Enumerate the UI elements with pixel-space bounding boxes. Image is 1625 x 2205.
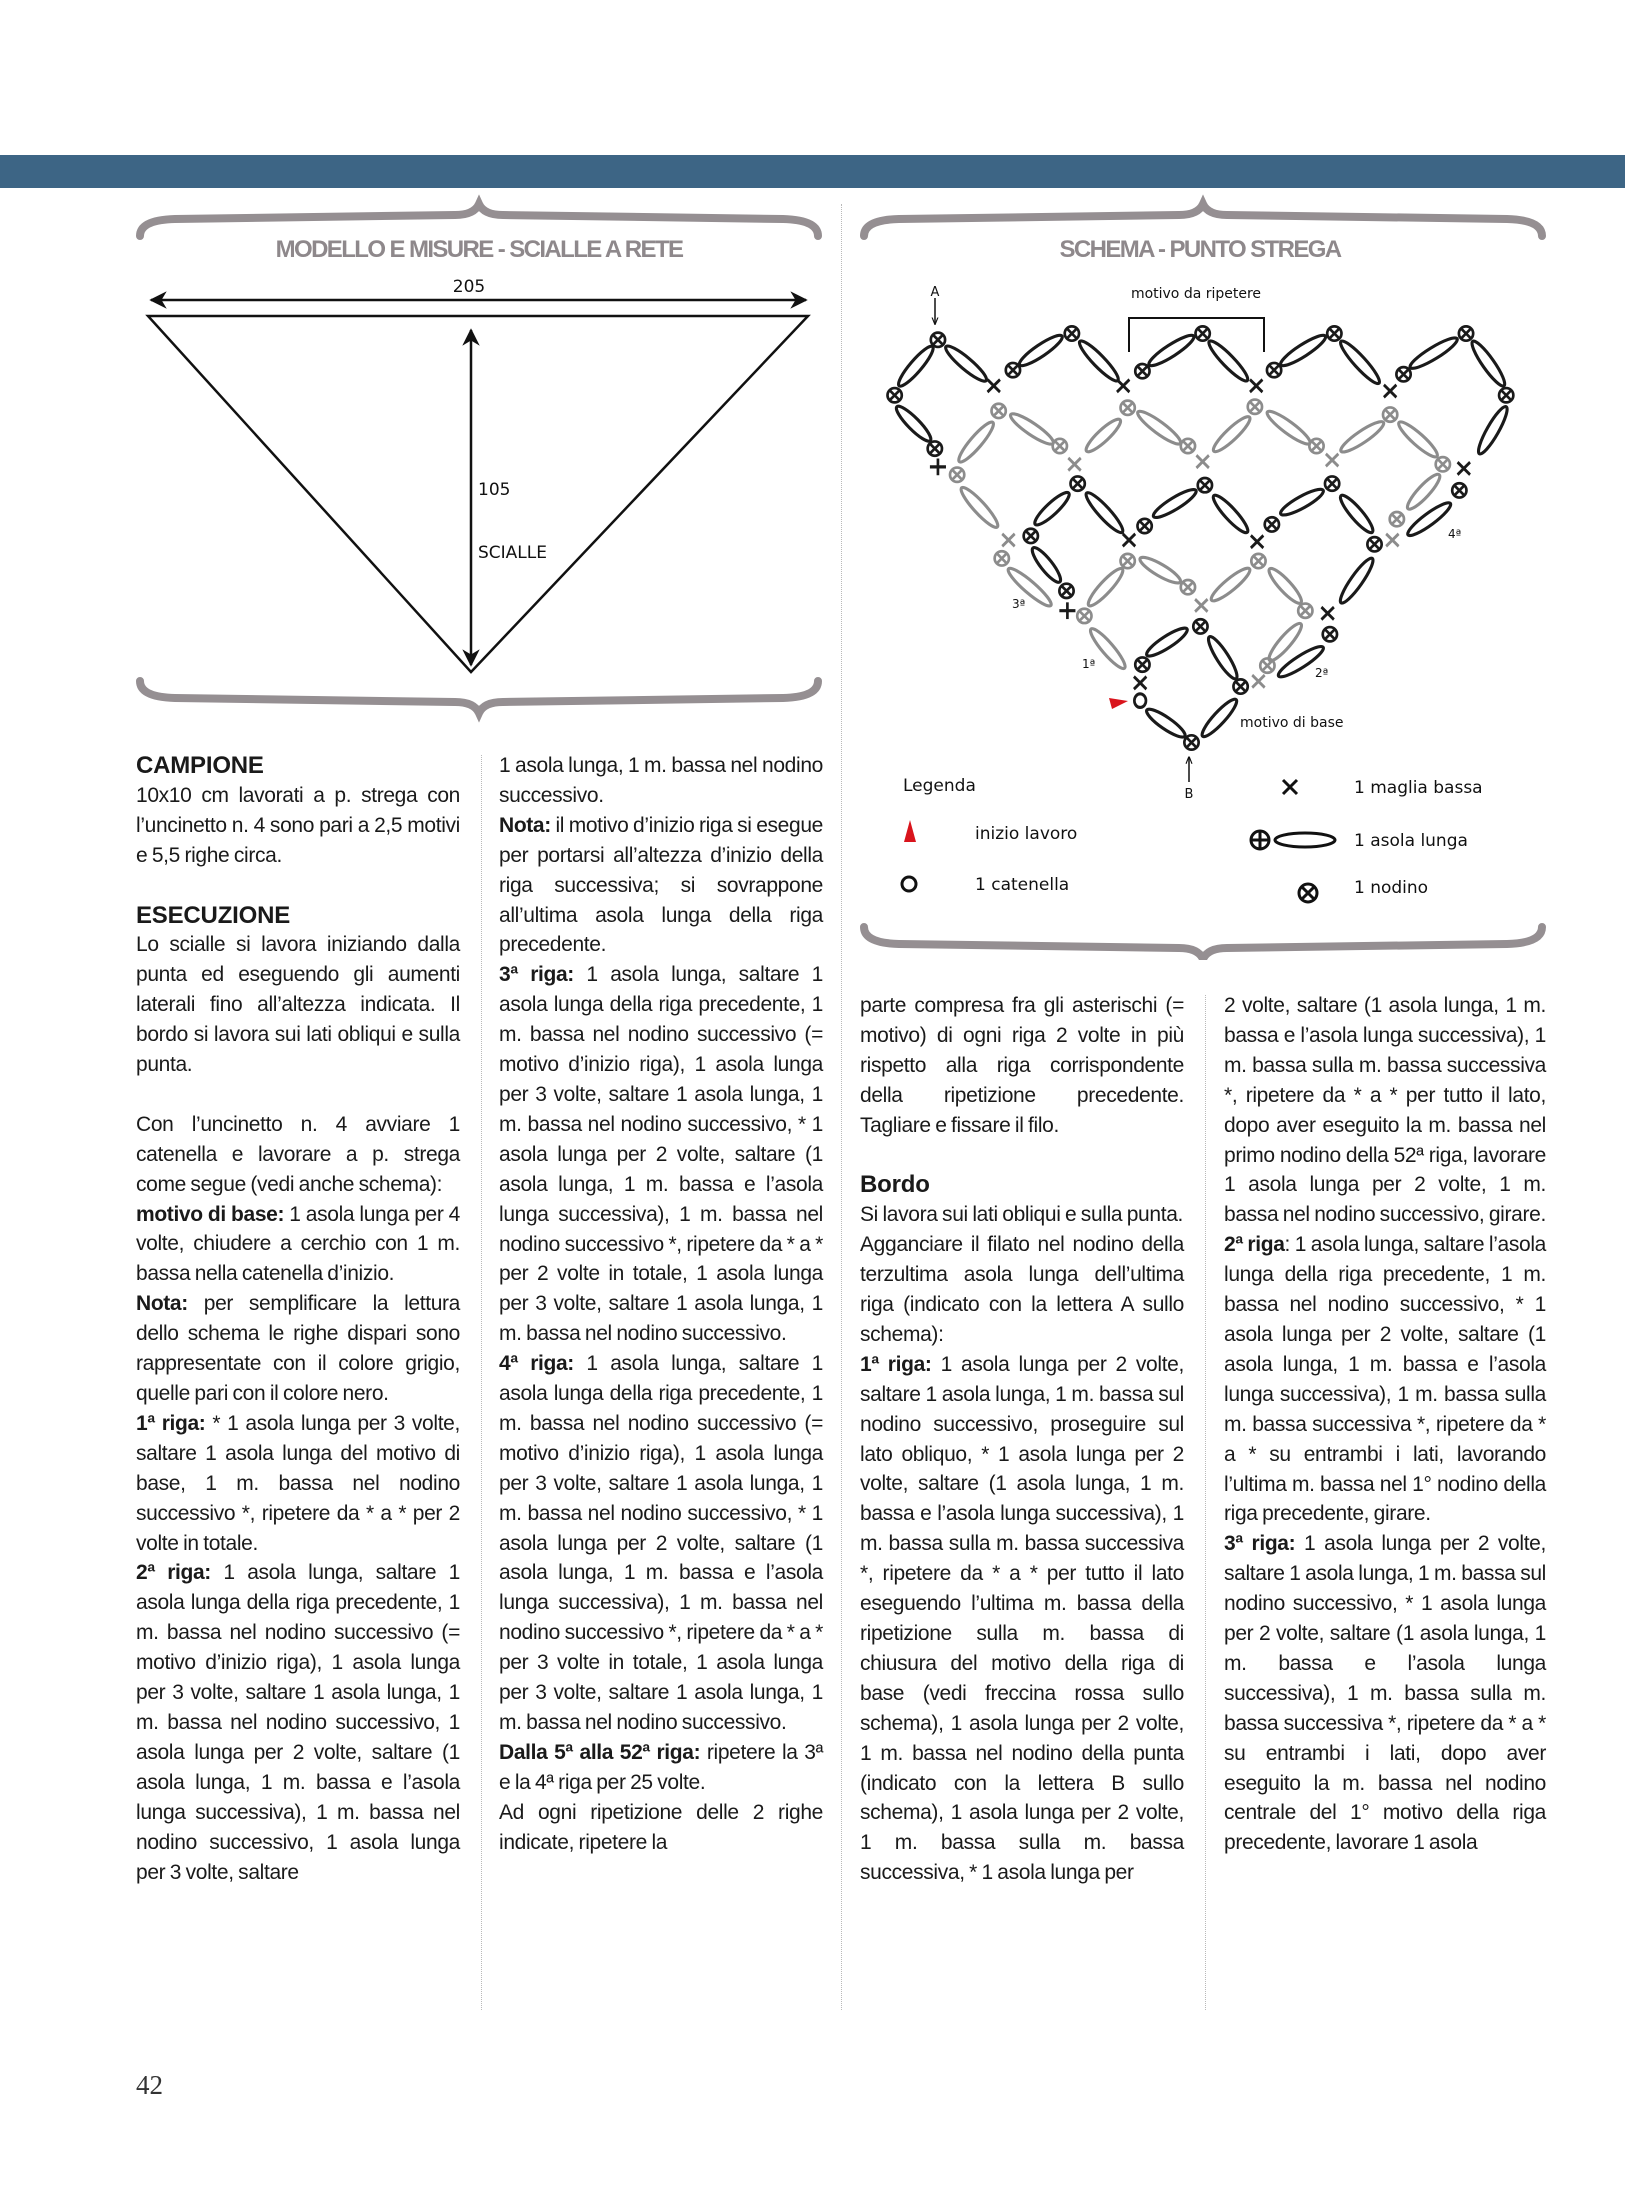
long-loop-icon <box>1146 331 1197 370</box>
single-crochet-icon <box>1195 599 1207 612</box>
top-brace-right <box>864 204 1542 236</box>
long-loop-icon <box>1198 696 1240 740</box>
long-loop-icon <box>1407 334 1460 373</box>
long-loop-icon <box>1028 544 1064 585</box>
row3-paragraph <box>499 960 823 1349</box>
esecuzione-text: Lo scialle si lavora iniziando dalla punta ed eseguendo gli aumenti laterali fino all’altezza indicata. Il bordo si lavora sui lati obliqui e sulla punta. <box>136 933 460 1077</box>
legend-knot-icon <box>1299 884 1317 902</box>
bordo-text-1: Si lavora sui lati obliqui e sulla punta. <box>860 1203 1184 1227</box>
border-row2-lead: 2ª riga <box>1224 1233 1285 1257</box>
crochet-chart <box>887 326 1513 749</box>
long-loop-icon <box>1264 407 1313 448</box>
knot-icon <box>1065 326 1079 340</box>
start-marker-icon <box>1109 698 1128 709</box>
knot-icon <box>887 388 901 402</box>
bordo-text-2: Agganciare il filato nel nodino della terzultima asola lunga dell’ultima riga (indicato con la lettera A sullo schema): <box>860 1233 1184 1346</box>
long-loop-icon <box>1210 492 1252 536</box>
repetition-text: Ad ogni ripetizione delle 2 righe indicate, ripetere la <box>499 1800 823 1854</box>
long-loop-icon <box>1265 565 1305 607</box>
label-b: B <box>1184 787 1194 802</box>
knot-icon <box>1327 326 1341 340</box>
single-crochet-icon <box>1384 385 1396 398</box>
row1-lead: 1ª riga: <box>136 1411 206 1435</box>
knot-icon <box>1309 439 1323 453</box>
nota-paragraph <box>136 1289 460 1409</box>
heading-esecuzione: ESECUZIONE <box>136 901 291 929</box>
nota2-paragraph <box>499 811 823 961</box>
row-label-4: 4ª <box>1448 527 1462 541</box>
nota-text: per semplificare la lettura dello schema le righe dispari sono rappresentate con il colore grigio, quelle pari con il colore nero. <box>136 1292 460 1405</box>
legend-start: inizio lavoro <box>975 824 1078 844</box>
width-label: 205 <box>452 277 486 297</box>
page-number: 42 <box>136 2070 163 2100</box>
knot-icon <box>1071 476 1085 490</box>
long-loop-icon <box>1337 337 1384 387</box>
nota2-lead: Nota: <box>499 813 551 837</box>
knot-icon <box>1181 439 1195 453</box>
row2-paragraph <box>136 1558 460 1887</box>
border-row1-continuation: 2 volte, saltare (1 asola lunga, 1 m. bassa e l’asola lunga successiva), 1 m. bassa sulla m. bassa successiva *, ripetere da * a * per tutto il lato, dopo aver eseguito la m. bassa nel primo nodino della 52ª riga, lavorare 1 asola lunga per 2 volte, 1 m. bassa nel nodino successivo, girare. <box>1224 994 1546 1227</box>
row-label-2: 2ª <box>1315 666 1329 680</box>
row-label-1: 1ª <box>1082 657 1096 671</box>
long-loop-icon <box>1016 331 1065 369</box>
column-divider <box>1205 995 1206 2010</box>
knot-icon <box>1452 483 1466 497</box>
knot-icon <box>950 468 964 482</box>
knot-icon <box>1193 619 1207 633</box>
long-loop-icon <box>1278 485 1326 519</box>
bottom-brace-right <box>864 927 1542 959</box>
long-loop-icon <box>1007 410 1056 448</box>
text-column-4 <box>1224 991 1546 1858</box>
legend-title: Legenda <box>903 776 976 796</box>
single-crochet-icon <box>1386 534 1398 547</box>
knot-icon <box>1248 400 1262 414</box>
single-crochet-icon <box>1117 380 1129 393</box>
text-column-3 <box>860 991 1184 1888</box>
knot-icon <box>1298 604 1312 618</box>
base-paragraph <box>136 1200 460 1290</box>
knot-icon <box>1499 388 1513 402</box>
nota2-text: il motivo d’inizio riga si esegue per portarsi all’altezza d’inizio della riga successiva; si sovrappone all’ultima asola lunga della riga precedente. <box>499 813 823 957</box>
legend-start-icon <box>904 820 916 842</box>
long-loop-icon <box>1134 407 1183 448</box>
single-crochet-icon <box>1321 607 1333 620</box>
legend-chain-icon <box>902 877 916 891</box>
repetition-continuation: parte compresa fra gli asterischi (= motivo) di ogni riga 2 volte in più rispetto alla riga corrispondente della ripetizione precedente. Tagliare e fissare il filo. <box>860 994 1184 1137</box>
plus-marker-icon <box>1059 602 1075 619</box>
knot-icon <box>1198 478 1212 492</box>
row2-continuation: 1 asola lunga, 1 m. bassa nel nodino successivo. <box>499 754 823 807</box>
base-label: motivo di base <box>1240 715 1344 731</box>
single-crochet-icon <box>1002 534 1014 547</box>
single-crochet-icon <box>1251 535 1263 548</box>
long-loop-icon <box>1468 338 1509 389</box>
long-loop-icon <box>1337 492 1377 536</box>
repeat-label: motivo da ripetere <box>1130 286 1262 302</box>
long-loop-icon <box>1076 337 1122 384</box>
border-row3-paragraph <box>1224 1529 1546 1858</box>
rows5-52-text: ripetere la 3ª e la 4ª riga per 25 volte. <box>499 1740 823 1794</box>
legend-sc-icon <box>1283 780 1297 794</box>
long-loop-icon <box>1338 418 1387 456</box>
base-text: 1 asola lunga per 4 volte, chiudere a cerchio con 1 m. bassa nella catenella d’inizio. <box>136 1202 461 1286</box>
legend-long-loop-icon <box>1251 831 1335 849</box>
knot-icon <box>1135 657 1149 671</box>
knot-icon <box>1367 537 1381 551</box>
knot-icon <box>1181 580 1195 594</box>
row4-text: 1 asola lunga, saltare 1 asola lunga della riga precedente, 1 m. bassa nel nodino successivo (= motivo d’inizio riga), 1 asola lunga per 3 volte, saltare 1 asola lunga, 1 m. bassa nel nodino successivo, * 1 asola lunga per 2 volte, saltare (1 asola lunga, 1 m. bassa e l’asola lunga successiva), 1 m. bassa nel nodino successivo *, ripetere da * a * per 3 volte in totale, 1 asola lunga per 3 volte, saltare 1 asola lunga, 1 m. bassa nel nodino successivo. <box>499 1352 824 1734</box>
knot-icon <box>1396 367 1410 381</box>
legend-knot: 1 nodino <box>1354 878 1429 898</box>
heading-campione: CAMPIONE <box>136 752 264 779</box>
border-row2-text: : 1 asola lunga, saltare l’asola lunga della riga precedente, 1 m. bassa nel nodino successivo, * 1 asola lunga per 2 volte, saltare (1 asola lunga, 1 m. bassa e l’asola lunga successiva), 1 m. bassa sulla m. bassa successiva *, ripetere da * a * su entrambi i lati, lavorando l’ultima m. bassa nel 1° nodino della riga precedente, girare. <box>1224 1233 1546 1526</box>
legend-long-loop: 1 asola lunga <box>1354 831 1468 851</box>
knot-icon <box>992 404 1006 418</box>
knot-icon <box>1121 554 1135 568</box>
long-loop-icon <box>1474 404 1511 457</box>
rows5-52-lead: Dalla 5ª alla 52ª riga: <box>499 1740 701 1764</box>
knot-icon <box>1137 519 1151 533</box>
long-loop-icon <box>1151 485 1199 521</box>
column-divider <box>841 204 842 2010</box>
legend-chain: 1 catenella <box>975 875 1070 895</box>
base-lead: motivo di base: <box>136 1202 285 1226</box>
single-crochet-icon <box>1250 380 1262 393</box>
height-label: 105 <box>478 480 511 500</box>
border-row3-text: 1 asola lunga per 2 volte, saltare 1 asola lunga, 1 m. bassa sul nodino successivo, * 1 asola lunga per 2 volte, saltare (1 asola lunga, 1 m. bassa e l’asola lunga successiva), 1 m. bassa sulla m. bassa successiva *, ripetere da * a * su entrambi i lati, dopo aver eseguito la m. bassa nel nodino centrale del 1° motivo della riga precedente, lavorare 1 asola <box>1224 1532 1547 1855</box>
knot-icon <box>1135 364 1149 378</box>
single-crochet-icon <box>1326 454 1338 467</box>
long-loop-icon <box>955 419 997 466</box>
row4-paragraph <box>499 1349 823 1738</box>
knot-icon <box>1323 627 1337 641</box>
row4-lead: 4ª riga: <box>499 1352 574 1376</box>
knot-icon <box>1233 679 1247 693</box>
knot-icon <box>1251 554 1265 568</box>
row1-paragraph <box>136 1409 460 1559</box>
long-loop-icon <box>957 484 1001 531</box>
long-loop-icon <box>1336 555 1377 606</box>
long-loop-icon <box>1205 337 1251 384</box>
long-loop-icon <box>1031 489 1072 529</box>
single-crochet-icon <box>1123 534 1135 547</box>
column-divider <box>481 755 482 2010</box>
knot-icon <box>1196 326 1210 340</box>
shape-label: SCIALLE <box>478 543 547 563</box>
text-column-2 <box>499 751 823 1858</box>
knot-icon <box>1184 735 1198 749</box>
text-column-1 <box>136 751 460 1887</box>
single-crochet-icon <box>1252 675 1264 688</box>
row3-lead: 3ª riga: <box>499 963 574 987</box>
border-row1-text: 1 asola lunga per 2 volte, saltare 1 asola lunga, 1 m. bassa sul nodino successivo, proseguire sul lato obliquo, * 1 asola lunga per 2 volte, saltare (1 asola lunga, 1 m. bassa e l’asola lunga successiva), 1 m. bassa sulla m. bassa successiva *, ripetere da * a * per tutto il lato eseguendo l’ultima m. bassa della ripetizione sulla m. bassa di chiusura del motivo della riga di base (vedi freccina rossa sullo schema), 1 asola lunga per 2 volte, 1 m. bassa nel nodino della punta (indicato con la lettera B sullo schema), 1 asola lunga per 2 volte, 1 m. bassa sulla m. bassa successiva, * 1 asola lunga per <box>860 1352 1184 1885</box>
long-loop-icon <box>1083 416 1124 456</box>
model-title: MODELLO E MISURE - SCIALLE A RETE <box>275 236 683 263</box>
heading-bordo: Bordo <box>860 1171 930 1199</box>
knot-icon <box>931 333 945 347</box>
long-loop-icon <box>1144 624 1191 660</box>
knot-icon <box>995 551 1009 565</box>
long-loop-icon <box>942 342 990 385</box>
long-loop-icon <box>1082 489 1126 536</box>
long-loop-icon <box>1405 499 1454 540</box>
campione-text: 10x10 cm lavorati a p. strega con l’uncinetto n. 4 sono pari a 2,5 motivi e 5,5 righe circa. <box>136 783 460 867</box>
avvio-text: Con l’uncinetto n. 4 avviare 1 catenella e lavorare a p. strega come segue (vedi anche schema): <box>136 1112 460 1196</box>
border-row1-lead: 1ª riga: <box>860 1352 932 1376</box>
rows5-52-paragraph <box>499 1738 823 1798</box>
row2-lead: 2ª riga: <box>136 1561 211 1585</box>
knot-icon <box>1325 476 1339 490</box>
knot-icon <box>1383 407 1397 421</box>
top-brace-left <box>140 204 818 236</box>
row3-text: 1 asola lunga, saltare 1 asola lunga della riga precedente, 1 m. bassa nel nodino successivo (= motivo d’inizio riga), 1 asola lunga per 3 volte, saltare 1 asola lunga, 1 m. bassa nel nodino successivo, * 1 asola lunga per 2 volte, saltare (1 asola lunga, 1 m. bassa e l’asola lunga successiva), 1 m. bassa nel nodino successivo *, ripetere da * a * per 2 volte in totale, 1 asola lunga per 3 volte, saltare 1 asola lunga, 1 m. bassa nel nodino successivo. <box>499 963 824 1346</box>
knot-icon <box>1265 517 1279 531</box>
row-label-3: 3ª <box>1012 597 1026 611</box>
plus-marker-icon <box>930 459 946 476</box>
knot-icon <box>1006 363 1020 377</box>
long-loop-icon <box>1395 418 1441 461</box>
single-crochet-icon <box>1458 462 1470 475</box>
border-row3-lead: 3ª riga: <box>1224 1532 1296 1556</box>
single-crochet-icon <box>987 380 999 393</box>
knot-icon <box>1077 609 1091 623</box>
long-loop-icon <box>1278 331 1329 370</box>
long-loop-icon <box>895 343 937 390</box>
single-crochet-icon <box>1134 677 1146 690</box>
knot-icon <box>1436 457 1450 471</box>
long-loop-icon <box>1204 634 1241 682</box>
row1-text: * 1 asola lunga per 3 volte, saltare 1 asola lunga del motivo di base, 1 m. bassa nel nodino successivo *, ripetere da * a * per 2 volte in totale. <box>136 1411 460 1555</box>
knot-icon <box>1024 529 1038 543</box>
knot-icon <box>1059 584 1073 598</box>
long-loop-icon <box>1137 553 1183 587</box>
knot-icon <box>928 441 942 455</box>
long-loop-icon <box>1210 413 1254 455</box>
knot-icon <box>1390 512 1404 526</box>
knot-icon <box>1260 658 1274 672</box>
legend-sc: 1 maglia bassa <box>1354 778 1483 798</box>
long-loop-icon <box>893 403 935 445</box>
knot-icon <box>1267 363 1281 377</box>
border-row1-paragraph <box>860 1350 1184 1888</box>
nota-lead: Nota: <box>136 1292 188 1316</box>
bottom-brace-left <box>140 681 818 713</box>
knot-icon <box>1053 439 1067 453</box>
border-row2-paragraph <box>1224 1230 1546 1529</box>
long-loop-icon <box>1085 565 1127 609</box>
schema-title: SCHEMA - PUNTO STREGA <box>1059 236 1341 263</box>
single-crochet-icon <box>1068 458 1080 471</box>
long-loop-icon <box>1144 705 1189 741</box>
chain-icon <box>1134 694 1146 708</box>
row2-text: 1 asola lunga, saltare 1 asola lunga della riga precedente, 1 m. bassa nel nodino successivo (= motivo d’inizio riga), 1 asola lunga per 3 volte, saltare 1 asola lunga, 1 m. bassa nel nodino successivo, 1 asola lunga per 2 volte, saltare (1 asola lunga, 1 m. bassa e l’asola lunga successiva), 1 m. bassa nel nodino successivo, 1 asola lunga per 3 volte, saltare <box>136 1561 461 1884</box>
knot-icon <box>1121 401 1135 415</box>
long-loop-icon <box>1208 564 1253 604</box>
single-crochet-icon <box>1196 455 1208 468</box>
label-a: A <box>930 285 940 300</box>
knot-icon <box>1459 326 1473 340</box>
